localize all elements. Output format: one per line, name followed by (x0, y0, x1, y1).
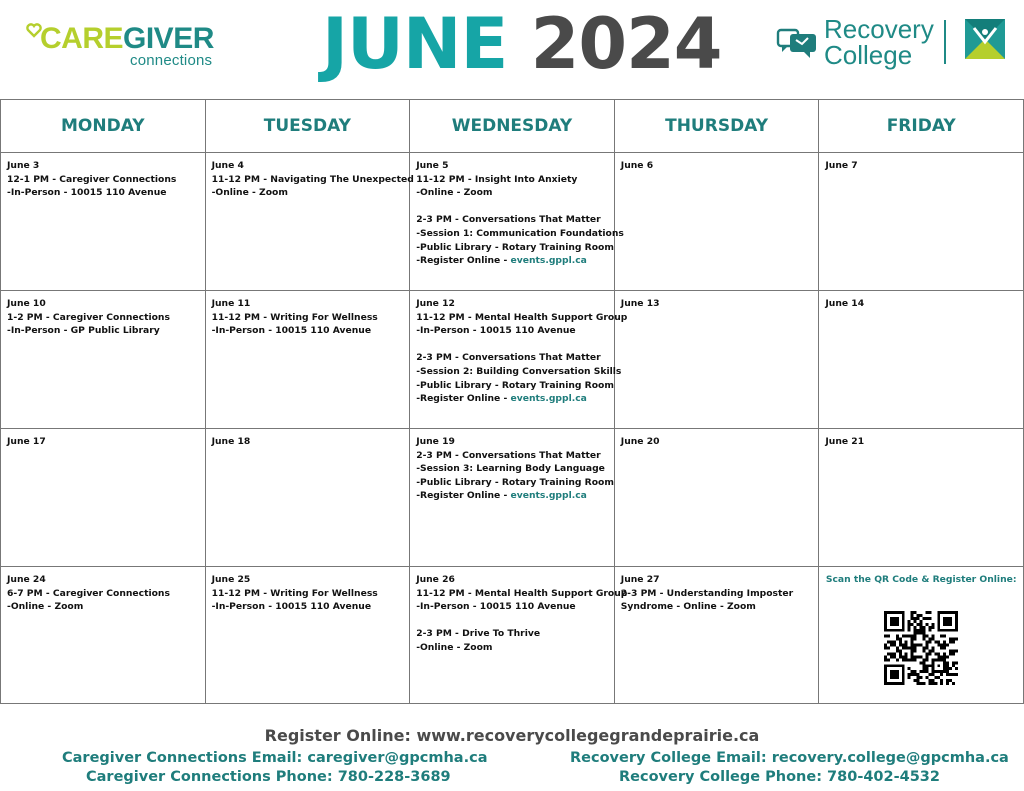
weekday-header: FRIDAY (819, 100, 1024, 153)
event-line: 2-3 PM - Understanding Imposter (620, 587, 794, 599)
day-date: June 20 (620, 436, 660, 447)
qr-code[interactable] (884, 611, 958, 685)
event-line: 1-2 PM - Caregiver Connections (7, 311, 170, 323)
calendar-event (7, 173, 199, 200)
event-line: -Session 2: Building Conversation Skills (416, 365, 622, 377)
calendar-event (7, 587, 199, 614)
event-line: 11-12 PM - Writing For Wellness (211, 587, 378, 599)
day-date: June 4 (211, 160, 244, 171)
calendar-day-cell (205, 567, 410, 704)
day-date: June 21 (825, 436, 865, 447)
calendar-day-cell (1, 153, 206, 291)
calendar-event (416, 449, 614, 503)
calendar-day-cell (614, 153, 819, 291)
calendar-grid (0, 99, 1024, 704)
event-line: 12-1 PM - Caregiver Connections (7, 173, 177, 185)
event-line: -In-Person - 10015 110 Avenue (211, 601, 372, 613)
register-online-line (416, 392, 608, 406)
day-date: June 5 (416, 160, 449, 171)
event-line: 2-3 PM - Conversations That Matter (416, 449, 601, 461)
calendar-event (416, 311, 628, 338)
calendar-day-cell (205, 153, 414, 291)
day-date: June 26 (416, 574, 455, 585)
register-online-line (416, 489, 608, 503)
register-prefix: -Register Online - (416, 393, 511, 405)
calendar-day-cell (819, 429, 1024, 567)
speech-bubbles-icon (776, 26, 820, 60)
day-date: June 11 (211, 298, 251, 309)
event-line: 11-12 PM - Mental Health Support Group (416, 311, 628, 323)
day-date: June 7 (825, 160, 858, 171)
title-month: JUNE (322, 3, 508, 85)
calendar-day-cell (1, 567, 206, 704)
weekday-header: TUESDAY (205, 100, 410, 153)
events-link[interactable]: events.gppl.ca (510, 490, 587, 502)
calendar-day-cell (1, 291, 206, 429)
calendar-body (1, 153, 1024, 704)
caregiver-logo-word (40, 24, 214, 54)
calendar-week-row (1, 291, 1024, 429)
calendar-event (416, 627, 608, 654)
recovery-college-phone: Recovery College Phone: 780-402-4532 (619, 769, 940, 785)
qr-register-cell (819, 567, 1024, 704)
caregiver-connections-logo (26, 18, 236, 70)
caregiver-logo-care: CARE (40, 22, 124, 55)
calendar-event (211, 173, 414, 200)
events-link[interactable]: events.gppl.ca (510, 255, 587, 267)
calendar-week-row (1, 153, 1024, 291)
register-prefix: -Register Online - (416, 490, 511, 502)
day-date: June 12 (416, 298, 455, 309)
page-footer (0, 720, 1024, 791)
recovery-college-logo (776, 16, 1006, 76)
calendar-day-cell (410, 153, 624, 291)
recovery-college-email: Recovery College Email: recovery.college@gpcmha.ca (570, 750, 1009, 766)
event-line: -Public Library - Rotary Training Room (416, 476, 614, 488)
caregiver-logo-sub: connections (130, 52, 213, 69)
event-line: -Public Library - Rotary Training Room (416, 379, 614, 391)
event-line: 11-12 PM - Writing For Wellness (211, 311, 378, 323)
rc-line1: Recovery (824, 14, 934, 44)
weekday-header: WEDNESDAY (410, 100, 615, 153)
calendar-day-cell (819, 153, 1024, 291)
page-title (322, 4, 722, 84)
caregiver-phone: Caregiver Connections Phone: 780-228-3689 (86, 769, 451, 785)
day-date: June 17 (7, 436, 46, 447)
day-date: June 24 (7, 574, 46, 585)
event-line: -Public Library - Rotary Training Room (416, 241, 614, 253)
calendar-day-cell (819, 291, 1024, 429)
cmha-mark-icon (964, 18, 1006, 60)
register-online-line (416, 254, 608, 268)
event-line: -In-Person - 10015 110 Avenue (7, 187, 167, 199)
day-date: June 6 (620, 160, 654, 171)
calendar-event (416, 351, 622, 405)
weekday-header: MONDAY (1, 100, 206, 153)
event-line: -Online - Zoom (7, 601, 84, 613)
day-date: June 3 (7, 160, 40, 171)
weekday-header-row (1, 100, 1024, 153)
event-line: 6-7 PM - Caregiver Connections (7, 587, 170, 599)
calendar-day-cell (410, 429, 615, 567)
calendar-day-cell (410, 291, 628, 429)
qr-label: Scan the QR Code & Register Online: (825, 574, 1017, 585)
day-date: June 18 (211, 436, 251, 447)
events-link[interactable]: events.gppl.ca (510, 393, 587, 405)
day-date: June 14 (825, 298, 865, 309)
calendar-event (416, 213, 624, 267)
event-line: Syndrome - Online - Zoom (620, 601, 756, 613)
event-line: -In-Person - 10015 110 Avenue (416, 601, 576, 613)
calendar-day-cell (205, 291, 410, 429)
calendar-event (416, 587, 628, 614)
day-date: June 13 (620, 298, 660, 309)
calendar-event (212, 587, 404, 614)
event-line: 2-3 PM - Drive To Thrive (416, 628, 541, 640)
calendar-day-cell (614, 291, 819, 429)
calendar-day-cell (1, 429, 206, 567)
event-line: -Session 1: Communication Foundations (416, 227, 624, 239)
calendar-day-cell (614, 429, 819, 567)
calendar-week-row (1, 567, 1024, 704)
calendar-event (621, 587, 813, 614)
event-line: 11-12 PM - Navigating The Unexpected (211, 173, 414, 185)
calendar-week-row (1, 429, 1024, 567)
calendar-day-cell (614, 567, 819, 704)
day-date: June 25 (211, 574, 251, 585)
event-line: 11-12 PM - Insight Into Anxiety (416, 173, 578, 185)
event-line: -In-Person - 10015 110 Avenue (211, 325, 372, 337)
calendar-event (7, 311, 199, 338)
event-line: 2-3 PM - Conversations That Matter (416, 214, 601, 226)
event-line: -Online - Zoom (416, 641, 493, 653)
recovery-college-wordmark (824, 16, 934, 68)
event-line: -Online - Zoom (211, 187, 288, 199)
logo-divider (944, 20, 946, 64)
weekday-header: THURSDAY (614, 100, 819, 153)
calendar-day-cell (205, 429, 410, 567)
event-line: -In-Person - GP Public Library (7, 325, 160, 337)
calendar-event (416, 173, 608, 200)
calendar-day-cell (410, 567, 628, 704)
register-online-line: Register Online: www.recoverycollegegrandeprairie.ca (264, 726, 760, 745)
day-date: June 27 (620, 574, 660, 585)
rc-line2: College (824, 40, 913, 70)
day-date: June 10 (7, 298, 46, 309)
register-prefix: -Register Online - (416, 255, 511, 267)
event-line: -Session 3: Learning Body Language (416, 463, 605, 475)
event-line: -Online - Zoom (416, 187, 493, 199)
page-header (0, 0, 1024, 98)
title-year: 2024 (530, 3, 722, 85)
event-line: -In-Person - 10015 110 Avenue (416, 325, 576, 337)
day-date: June 19 (416, 436, 455, 447)
calendar-event (212, 311, 404, 338)
caregiver-email: Caregiver Connections Email: caregiver@gpcmha.ca (62, 750, 488, 766)
caregiver-logo-giver: GIVER (123, 22, 214, 55)
event-line: 11-12 PM - Mental Health Support Group (416, 587, 628, 599)
event-line: 2-3 PM - Conversations That Matter (416, 352, 601, 364)
